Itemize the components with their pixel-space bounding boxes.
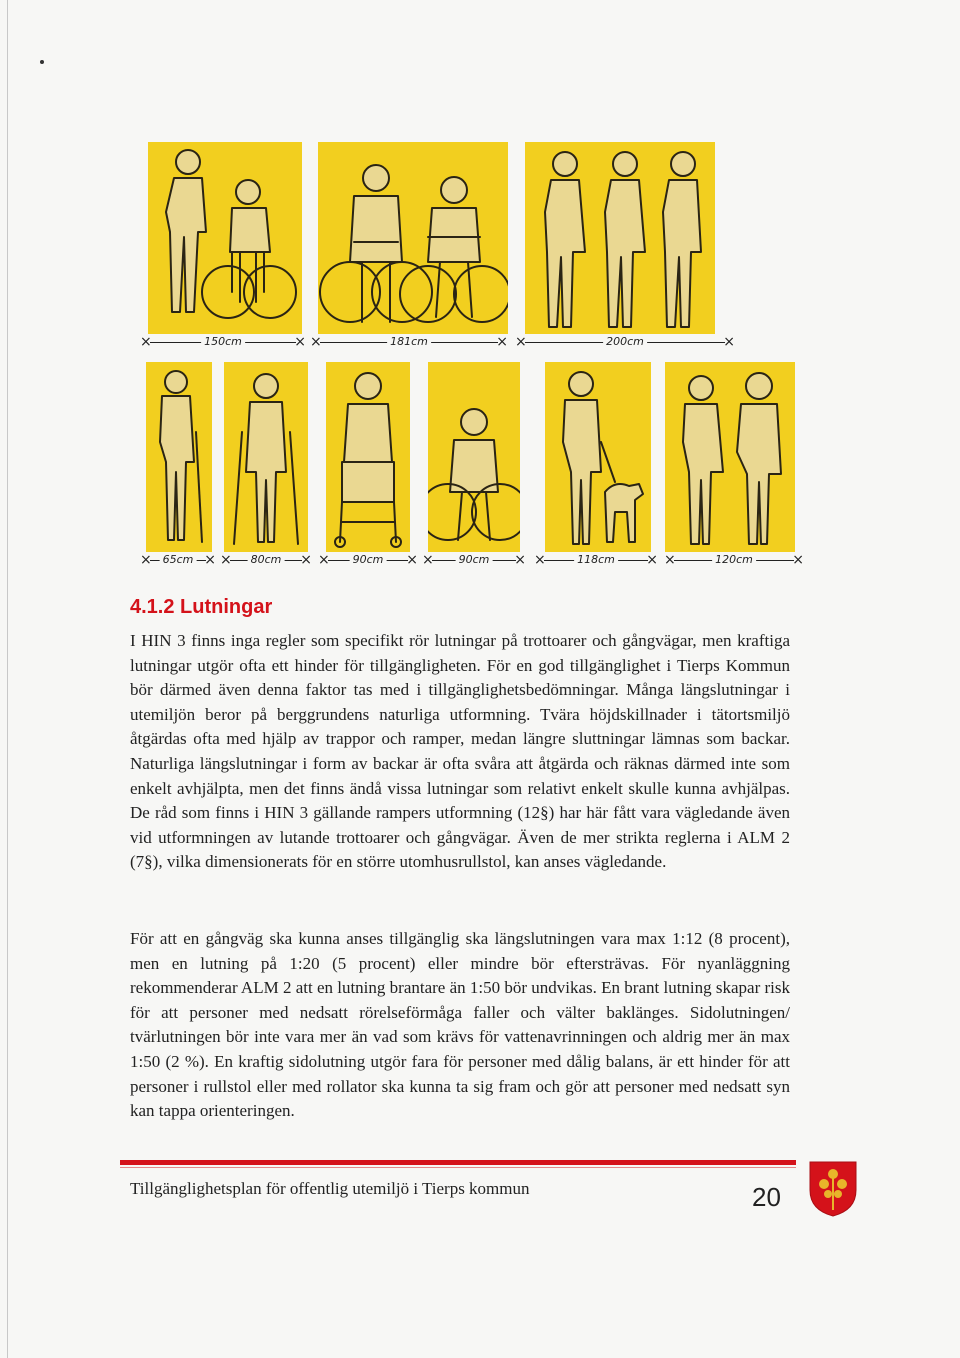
dimension-row2-6: × × 120cm [664, 552, 804, 568]
dimension-label: 90cm [350, 552, 387, 568]
illustration-panel-wheelchair-user [428, 362, 520, 552]
dimension-row2-3: × × 90cm [318, 552, 418, 568]
figure-person-with-rollator [326, 362, 410, 552]
figure-wheelchair-user [428, 362, 520, 552]
illustration-panel-person-with-cane [146, 362, 212, 552]
page-number: 20 [752, 1182, 781, 1212]
figures-walking-couple [665, 362, 795, 552]
dimension-label: 118cm [574, 552, 618, 568]
illustration-panel-person-with-rollator [326, 362, 410, 552]
dimension-row2-4: × × 90cm [422, 552, 526, 568]
dimension-row1-2: × × 181cm [310, 334, 508, 350]
dimension-label: 150cm [201, 334, 245, 350]
dimension-label: 200cm [603, 334, 647, 350]
scan-speck [40, 60, 44, 64]
illustration-panel-walker-and-wheelchair [148, 142, 302, 334]
dimension-label: 90cm [456, 552, 493, 568]
municipal-crest-icon [808, 1160, 858, 1218]
dimension-label: 65cm [160, 552, 197, 568]
footer-rule [120, 1160, 796, 1165]
dimension-row1-1: × × 150cm [140, 334, 306, 350]
illustration-panel-person-with-crutches [224, 362, 308, 552]
figures-walker-wheelchair [148, 142, 302, 334]
section-heading: 4.1.2 Lutningar [130, 596, 273, 618]
figure-person-with-cane [146, 362, 212, 552]
page-edge-line [7, 0, 8, 1358]
footer-rule-thin [120, 1167, 796, 1168]
body-paragraph-1: I HIN 3 finns inga regler som specifikt rör lutningar på trottoarer och gångvägar, men kraftiga lutningar utgör ofta ett hinder för tillgängligheten. För en god tillgänglighet i Tierps Kommun bör därmed även denna faktor tas med i tillgänglighetsbedömningar. Många längslutningar i utemiljön beror på berggrundens naturliga utformning. Tvära höjdskillnader i tätortsmiljö åtgärdas ofta med hjälp av trappor och ramper, medan längre sluttningar lämnas som backar. Naturliga längslutningar i form av backar är ofta svåra att åtgärda och räknas därmed inte som enkelt avhjälpta, men det finns ändå vissa lutningar som relativt enkelt skulle kunna avhjälpas. De råd som finns i HIN 3 gällande rampers utformning (12§) har här fått vara vägledande även vid utformningen av lutande trottoarer och gångvägar. Även de mer strikta reglerna i ALM 2 (7§), vilka dimensionerats för en större utomhusrullstol, kan anses vägledande. [130, 631, 790, 872]
body-paragraph-2: För att en gångväg ska kunna anses tillgänglig ska längslutningen vara max 1:12 (8 procent), men en lutning på 1:20 (5 procent) eller mindre bör eftersträvas. För nyanläggning rekommenderar ALM 2 att en lutning brantare än 1:50 bör undvikas. En brant lutning skapar risk för att personer med nedsatt rörelseförmåga faller och välter baklänges. Sidolutningen/ tvärlutningen bör inte vara mer än vad som krävs för vattenavrinningen och aldrig mer än max 1:50 (2 %). En kraftig sidolutning utgör fara för personer med dålig balans, är ett hinder för att personer i rullstol eller med rollator ska kunna ta sig fram och gör att personer med nedsatt syn kan tappa orienteringen. [130, 929, 791, 1121]
figures-wheelchair-users [318, 142, 508, 334]
dimension-label: 80cm [248, 552, 285, 568]
dimension-row2-1: × × 65cm [140, 552, 216, 568]
dimension-label: 181cm [387, 334, 431, 350]
illustration-panel-walking-pair [525, 142, 715, 334]
figure-person-with-guide-dog [545, 362, 651, 552]
illustration-panel-person-with-guide-dog [545, 362, 651, 552]
dimension-row2-5: × × 118cm [534, 552, 658, 568]
figures-walking-pair [525, 142, 715, 334]
footer-document-title: Tillgänglighetsplan för offentlig utemiljö i Tierps kommun [130, 1179, 530, 1198]
illustration-panel-wheelchair-users [318, 142, 508, 334]
dimension-row1-3: × × 200cm [515, 334, 735, 350]
figure-person-with-crutches [224, 362, 308, 552]
dimension-label: 120cm [712, 552, 756, 568]
dimension-row2-2: × × 80cm [220, 552, 312, 568]
illustration-panel-walking-couple [665, 362, 795, 552]
